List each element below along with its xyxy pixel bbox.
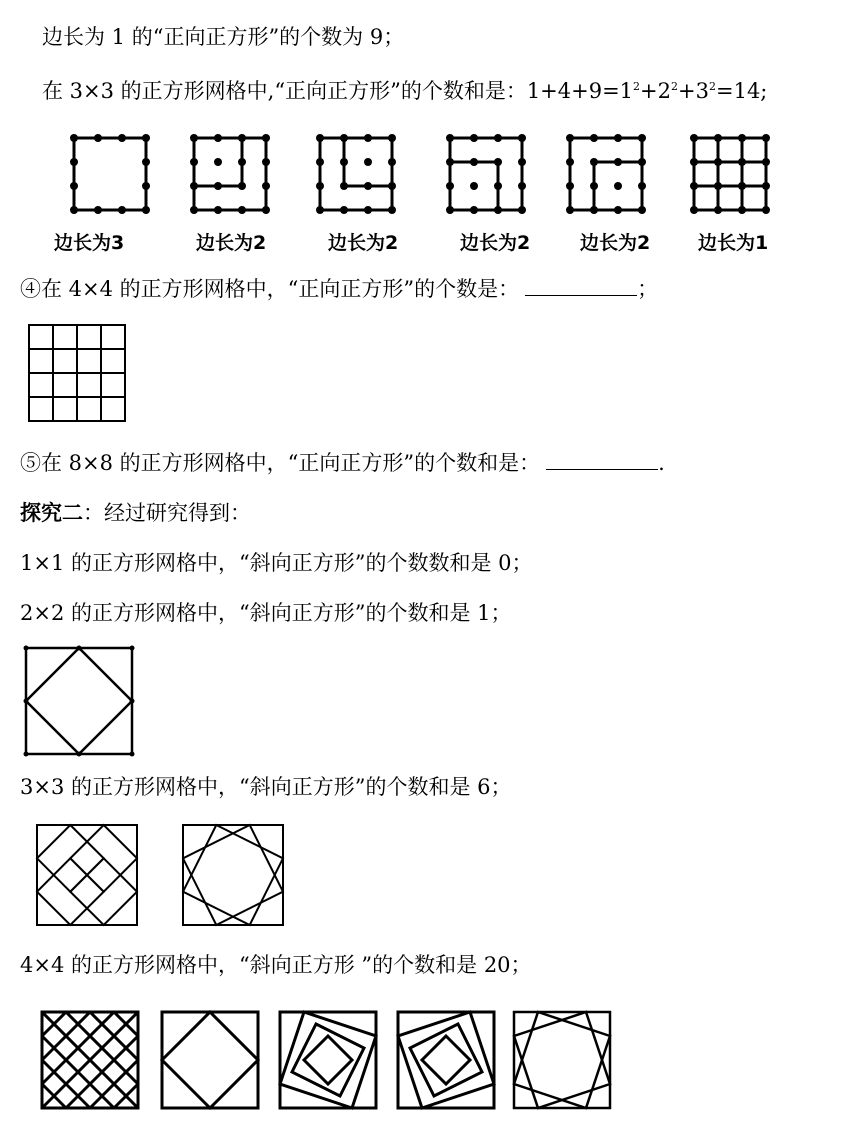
grid-dot xyxy=(590,206,598,214)
grid-dot xyxy=(738,182,746,190)
caption-3: 边长为2 xyxy=(328,232,399,254)
grid-dot xyxy=(118,206,126,214)
diag-4x4: 4×4 的正方形网格中，“斜向正方形 ”的个数和是 20； xyxy=(20,953,532,977)
fig-side1 xyxy=(690,134,770,214)
grid-dot xyxy=(142,134,150,142)
grid-dot xyxy=(714,134,722,142)
grid-dot xyxy=(316,182,324,190)
diag-3x3: 3×3 的正方形网格中，“斜向正方形”的个数和是 6； xyxy=(20,775,512,799)
caption-6: 边长为1 xyxy=(698,232,769,254)
answer-blank[interactable] xyxy=(546,449,658,470)
question-end: ； xyxy=(637,277,659,301)
grid-dot xyxy=(590,182,598,190)
grid-dot xyxy=(638,134,646,142)
fig-diag-4x4-e xyxy=(512,1010,612,1110)
grid-dot xyxy=(142,182,150,190)
fig-side2-b xyxy=(316,134,396,214)
grid-dot xyxy=(142,158,150,166)
text: +3 xyxy=(678,79,709,103)
grid-dot xyxy=(364,206,372,214)
grid-dot xyxy=(566,134,574,142)
fig-diag-3x3-a xyxy=(36,824,138,926)
explore-label: 探究二 xyxy=(20,500,83,525)
grid-dot xyxy=(690,158,698,166)
grid-dot xyxy=(714,206,722,214)
grid-dot xyxy=(190,182,198,190)
grid-dot xyxy=(388,182,396,190)
grid-dot xyxy=(638,206,646,214)
grid-dot xyxy=(518,206,526,214)
grid-dot xyxy=(494,134,502,142)
grid-dot xyxy=(316,206,324,214)
question-end: . xyxy=(658,451,665,475)
grid-dot xyxy=(494,206,502,214)
fig-side2-d xyxy=(566,134,646,214)
grid-dot xyxy=(364,158,372,166)
grid-dot xyxy=(518,158,526,166)
exp: 2 xyxy=(633,80,641,93)
fig-diag-4x4-d xyxy=(396,1010,496,1110)
explore-rest: ：经过研究得到： xyxy=(83,501,251,525)
grid-dot xyxy=(614,134,622,142)
diag-1x1: 1×1 的正方形网格中，“斜向正方形”的个数数和是 0； xyxy=(20,551,533,575)
grid-dot xyxy=(70,182,78,190)
grid-dot xyxy=(590,134,598,142)
grid-dot xyxy=(614,206,622,214)
grid-dot xyxy=(142,206,150,214)
text: =14; xyxy=(715,79,768,103)
caption-5: 边长为2 xyxy=(580,232,651,254)
grid-dot xyxy=(238,182,246,190)
grid-dot xyxy=(214,158,222,166)
grid-dot xyxy=(518,182,526,190)
question-5 xyxy=(20,448,665,478)
grid-dot xyxy=(340,134,348,142)
grid-dot xyxy=(638,182,646,190)
grid-dot xyxy=(470,206,478,214)
grid-dot xyxy=(714,182,722,190)
grid-dot xyxy=(762,206,770,214)
grid-dot xyxy=(738,158,746,166)
diag-2x2: 2×2 的正方形网格中，“斜向正方形”的个数和是 1； xyxy=(20,601,512,625)
fig-diag-3x3-b xyxy=(182,824,290,926)
answer-blank[interactable] xyxy=(525,275,637,296)
exp: 2 xyxy=(671,80,679,93)
grid-dot xyxy=(94,206,102,214)
grid-dot xyxy=(714,158,722,166)
grid-dot xyxy=(690,182,698,190)
fig-diag-2x2 xyxy=(24,646,134,756)
grid-dot xyxy=(190,206,198,214)
fig-diag-4x4-a xyxy=(40,1010,140,1110)
grid-dot xyxy=(446,182,454,190)
grid-dot xyxy=(470,134,478,142)
grid-dot xyxy=(566,158,574,166)
caption-1: 边长为3 xyxy=(54,232,125,254)
grid-dot xyxy=(690,206,698,214)
grid-dot xyxy=(614,158,622,166)
grid-dot xyxy=(690,134,698,142)
grid-4x4 xyxy=(28,324,126,422)
fig-diag-4x4-b xyxy=(160,1010,260,1110)
text: 在 3×3 的正方形网格中,“正向正方形”的个数和是：1+4+9=1 xyxy=(42,79,634,103)
grid-dot xyxy=(214,206,222,214)
grid-dot xyxy=(262,134,270,142)
grid-dot xyxy=(190,158,198,166)
line-side-1: 边长为 1 的“正向正方形”的个数为 9； xyxy=(42,25,405,49)
grid-dot xyxy=(340,182,348,190)
grid-dot xyxy=(762,182,770,190)
grid-dot xyxy=(262,206,270,214)
text: +2 xyxy=(640,79,672,103)
question-text: ⑤在 8×8 的正方形网格中，“正向正方形”的个数和是： xyxy=(20,451,541,475)
grid-dot xyxy=(446,134,454,142)
question-4 xyxy=(20,274,658,304)
fig-side2-c xyxy=(446,134,526,214)
grid-dot xyxy=(614,182,622,190)
grid-dot xyxy=(590,158,598,166)
fig-side2-a xyxy=(190,134,270,214)
fig-diag-4x4-c xyxy=(278,1010,378,1110)
grid-dot xyxy=(738,134,746,142)
grid-dot xyxy=(388,206,396,214)
grid-dot xyxy=(446,206,454,214)
grid-dot xyxy=(762,134,770,142)
grid-dot xyxy=(118,134,126,142)
grid-dot xyxy=(738,206,746,214)
grid-dot xyxy=(566,206,574,214)
grid-dot xyxy=(518,134,526,142)
grid-dot xyxy=(316,134,324,142)
grid-dot xyxy=(94,134,102,142)
grid-dot xyxy=(364,134,372,142)
caption-4: 边长为2 xyxy=(460,232,531,254)
grid-dot xyxy=(262,182,270,190)
caption-2: 边长为2 xyxy=(196,232,267,254)
grid-dot xyxy=(388,134,396,142)
grid-dot xyxy=(388,158,396,166)
line-3x3-sum xyxy=(42,72,767,106)
grid-dot xyxy=(470,158,478,166)
grid-dot xyxy=(638,158,646,166)
grid-dot xyxy=(566,182,574,190)
grid-dot xyxy=(494,158,502,166)
grid-dot xyxy=(446,158,454,166)
grid-dot xyxy=(238,134,246,142)
grid-dot xyxy=(340,206,348,214)
grid-dot xyxy=(316,158,324,166)
grid-dot xyxy=(340,158,348,166)
fig-side3 xyxy=(70,134,150,214)
grid-dot xyxy=(762,158,770,166)
grid-dot xyxy=(238,206,246,214)
grid-dot xyxy=(364,182,372,190)
question-text: ④在 4×4 的正方形网格中，“正向正方形”的个数是： xyxy=(20,277,520,301)
grid-dot xyxy=(214,134,222,142)
grid-dot xyxy=(238,158,246,166)
exp: 2 xyxy=(708,80,716,93)
grid-dot xyxy=(470,182,478,190)
grid-dot xyxy=(214,182,222,190)
grid-dot xyxy=(262,158,270,166)
grid-dot xyxy=(190,134,198,142)
grid-dot xyxy=(70,158,78,166)
explore-heading xyxy=(20,498,251,528)
grid-dot xyxy=(70,206,78,214)
grid-dot xyxy=(494,182,502,190)
grid-dot xyxy=(70,134,78,142)
